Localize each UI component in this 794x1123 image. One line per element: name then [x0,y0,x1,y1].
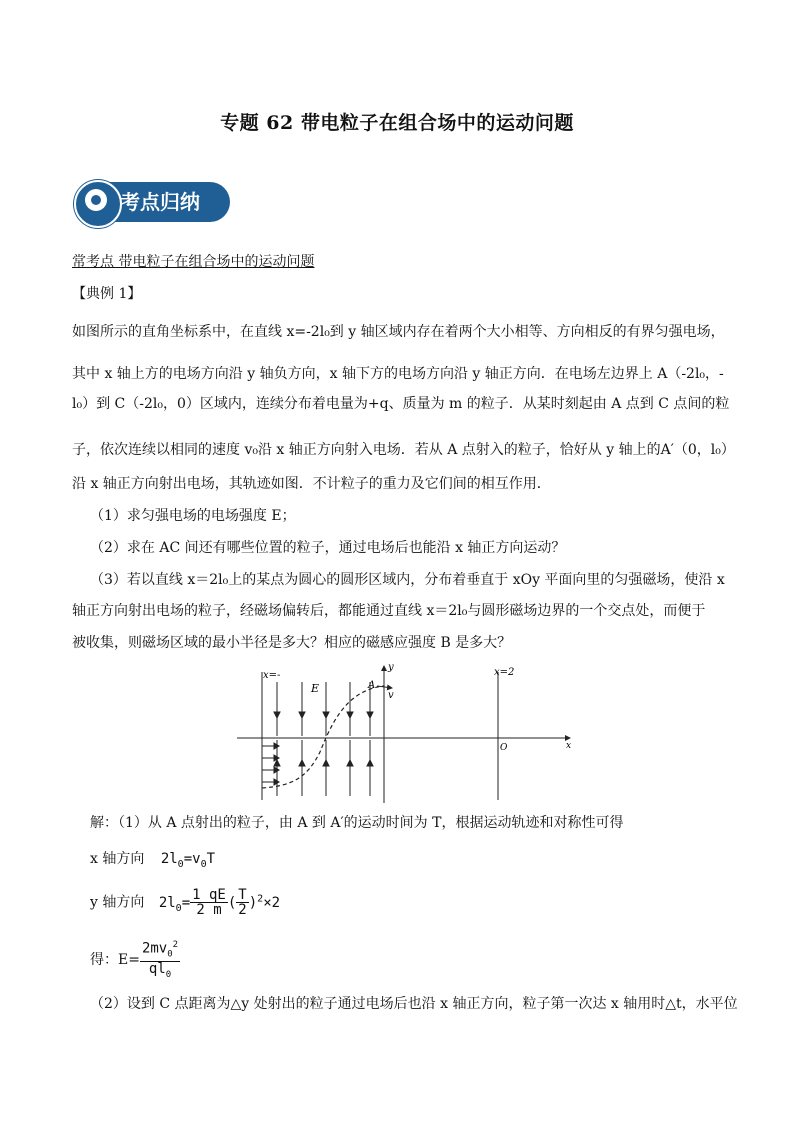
result-equation: 得：E= $\frac{2mv_0^2}{ql_0}$ [90,940,179,981]
problem-line-1: 如图所示的直角坐标系中，在直线 x=-2l₀到 y 轴区域内存在着两个大小相等、方向相反的有界匀强电场， [72,324,725,340]
trajectory-curve [262,686,384,788]
upper-field-lines [274,680,376,736]
label-O: O [500,743,508,753]
x-direction-label: x 轴方向 [90,851,145,867]
result-label: 得：E= [90,952,140,969]
question-3-line-2: 轴正方向射出电场的粒子，经磁场偏转后，都能通过直线 x＝2l₀与圆形磁场边界的一个交点处，而便于 [72,603,706,619]
label-x-axis: x [566,741,572,751]
award-ribbon-icon [74,180,122,228]
x-direction-equation: x 轴方向 $2l_0=v_0T$ [90,851,216,870]
lower-field-lines [274,740,373,796]
label-x-right: x=2 [494,667,515,678]
section-heading: 常考点 带电粒子在组合场中的运动问题 [72,254,315,270]
section-badge [74,180,230,224]
badge-label: 考点归纳 [120,190,200,214]
label-v: v [388,690,394,701]
question-3-line-1: （3）若以直线 x＝2l₀上的某点为圆心的圆形区域内，分布着垂直于 xOy 平面向里的匀强磁场，使沿 x [90,572,725,588]
question-1: （1）求匀强电场的电场强度 E； [90,508,296,524]
solution-line-2: （2）设到 C 点距离为△y 处射出的粒子通过电场后也沿 x 轴正方向，粒子第一次达 x 轴用时△t，水平位 [90,996,738,1012]
label-x-left: x=- [263,670,281,681]
question-2: （2）求在 AC 间还有哪些位置的粒子，通过电场后也能沿 x 轴正方向运动？ [90,540,566,556]
field-diagram [232,660,577,805]
solution-line-1: 解：（1）从 A 点射出的粒子，由 A 到 A′的运动时间为 T，根据运动轨迹和对称性可得 [90,815,624,831]
problem-line-4: 子，依次连续以相同的速度 v₀沿 x 轴正方向射入电场．若从 A 点射入的粒子，恰好从 y 轴上的A′（0，l₀） [72,442,735,458]
example-label: 【典例 1】 [72,286,142,302]
question-3-line-3: 被收集，则磁场区域的最小半径是多大？相应的磁感应强度 B 是多大？ [72,635,512,651]
label-A: A [368,680,376,691]
y-direction-equation: y 轴方向 $2l_0=$ $\frac{1 qE}{2 m}$ ( $\frac{T}{2}$ )$^2$×2 [90,887,281,918]
y-direction-label: y 轴方向 [90,894,145,911]
label-E: E [311,682,320,695]
page-title: 专题 62 带电粒子在组合场中的运动问题 [220,112,574,134]
label-y: y [388,662,394,673]
problem-line-5: 沿 x 轴正方向射出电场，其轨迹如图．不计粒子的重力及它们间的相互作用． [72,476,551,492]
problem-line-3: l₀）到 C（-2l₀，0）区域内，连续分布着电量为+q、质量为 m 的粒子．从某时刻起由 A 点到 C 点间的粒 [72,396,730,412]
problem-line-2: 其中 x 轴上方的电场方向沿 y 轴负方向，x 轴下方的电场方向沿 y 轴正方向．在电场左边界上 A（-2l₀，- [72,366,724,382]
